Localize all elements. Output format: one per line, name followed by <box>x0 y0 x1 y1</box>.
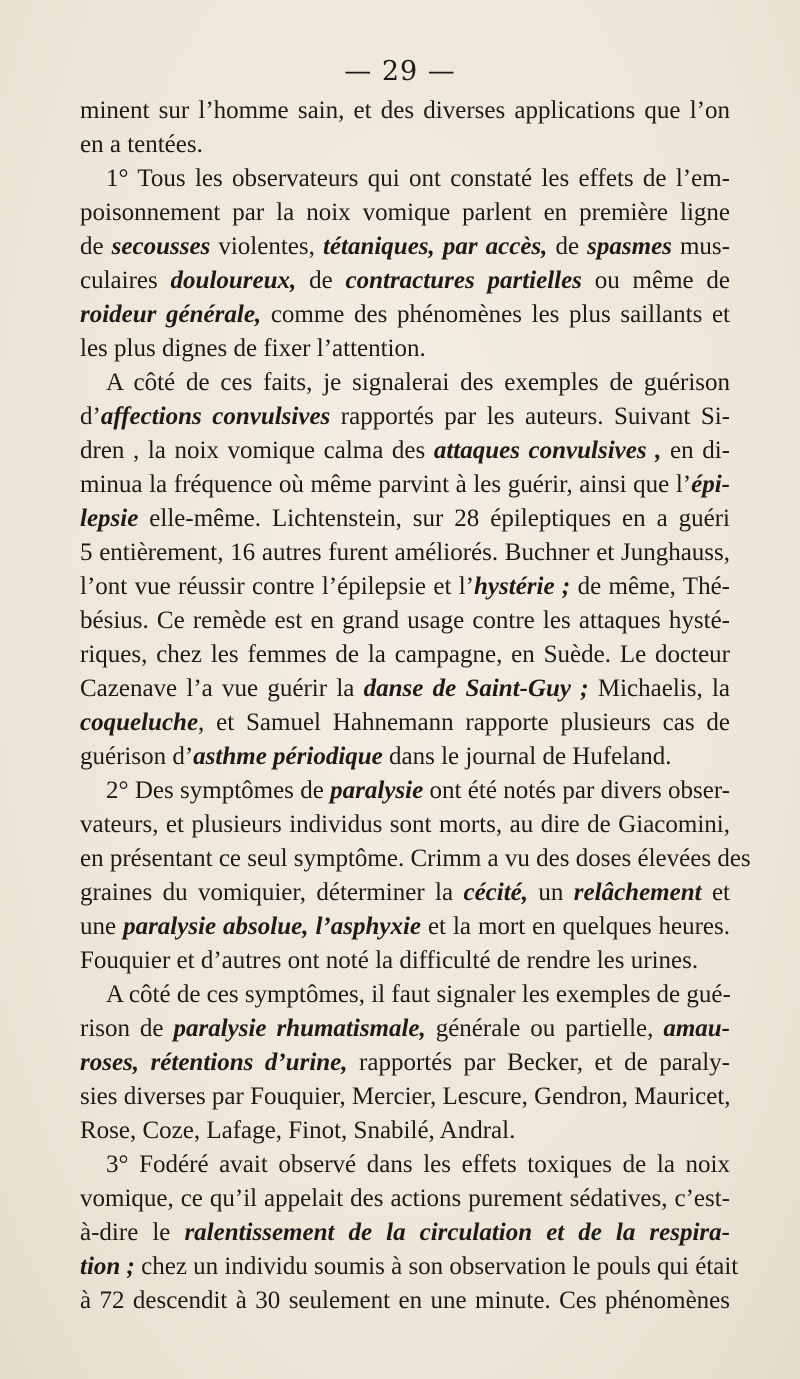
text-segment: A côté de ces faits, je signalerai des exemples de guérison <box>106 369 730 396</box>
italic-term: attaques convulsives , <box>433 437 662 464</box>
italic-term: ralentissement de la circulation et de la respira- <box>184 1219 730 1246</box>
text-segment: Rose, Coze, Lafage, Finot, Snabilé, Andral. <box>80 1117 516 1144</box>
text-line <box>80 1148 730 1182</box>
text-line <box>80 638 730 672</box>
text-segment: Cazenave l’a vue guérir la <box>80 675 364 702</box>
text-segment: culaires <box>80 267 171 294</box>
text-line <box>80 94 730 128</box>
text-segment: minent sur l’homme sain, et des diverses applications que l’on <box>80 97 730 124</box>
text-segment: en présentant ce seul symptôme. Crimm a vu des doses élevées des <box>80 845 751 872</box>
text-segment: rison de <box>80 1015 174 1042</box>
text-segment: de <box>296 267 346 294</box>
text-segment: vomique, ce qu’il appelait des actions purement sédatives, c’est- <box>80 1185 730 1212</box>
text-line <box>80 230 730 264</box>
body-text <box>80 94 751 1318</box>
text-segment: 5 entièrement, 16 autres furent améliorés. Buchner et Junghauss, <box>80 539 730 566</box>
text-segment: les plus dignes de fixer l’attention. <box>80 335 426 362</box>
text-segment: guérison d’ <box>80 743 194 770</box>
italic-term: affections convulsives <box>100 403 331 430</box>
text-line <box>80 1250 739 1284</box>
text-segment: d’ <box>80 403 101 430</box>
text-segment: minua la fréquence où même parvint à les guérir, ainsi que l’ <box>80 471 692 498</box>
text-segment: mus- <box>671 233 730 260</box>
text-line <box>80 944 730 978</box>
italic-term: tétaniques, par accès, <box>322 233 548 260</box>
text-line <box>80 774 730 808</box>
text-segment: en a tentées. <box>80 131 203 158</box>
text-line <box>80 910 730 944</box>
italic-term: cécité, <box>463 879 529 906</box>
text-segment: rapportés par Becker, et de paraly- <box>347 1049 731 1076</box>
text-line <box>80 706 730 740</box>
text-segment: de <box>547 233 588 260</box>
text-line <box>80 298 730 332</box>
italic-term: épi- <box>691 471 730 498</box>
text-line <box>80 978 730 1012</box>
text-segment: à 72 descendit à 30 seulement en une minute. Ces phénomènes <box>80 1287 730 1314</box>
text-line <box>80 502 730 536</box>
text-line <box>80 196 730 230</box>
text-segment: graines du vomiquier, déterminer la <box>80 879 464 906</box>
text-segment: générale ou partielle, <box>425 1015 664 1042</box>
text-segment: A côté de ces symptômes, il faut signaler les exemples de gué- <box>106 981 731 1008</box>
italic-term: lepsie <box>80 505 139 532</box>
italic-term: paralysie absolue, l’asphyxie <box>123 913 421 940</box>
italic-term: relâchement <box>573 879 702 906</box>
text-line <box>80 1284 730 1318</box>
text-line <box>80 876 730 910</box>
text-segment: sies diverses par Fouquier, Mercier, Lescure, Gendron, Mauricet, <box>80 1083 731 1110</box>
italic-term: danse de Saint-Guy ; <box>363 675 589 702</box>
text-line <box>80 400 730 434</box>
text-segment: violentes, <box>210 233 323 260</box>
text-line <box>80 332 730 366</box>
text-line <box>80 1216 730 1250</box>
text-segment: elle-même. Lichtenstein, sur 28 épileptiques en a guéri <box>138 505 730 532</box>
text-segment: riques, chez les femmes de la campagne, en Suède. Le docteur <box>80 641 730 668</box>
italic-term: amau- <box>663 1015 730 1042</box>
text-segment: dans le journal de Hufeland. <box>382 743 672 770</box>
text-line <box>80 1046 730 1080</box>
text-segment: 2° Des symptômes de <box>106 777 331 804</box>
text-line <box>80 468 730 502</box>
italic-term: asthme périodique <box>193 743 383 770</box>
italic-term: paralysie rhumatismale, <box>173 1015 426 1042</box>
text-line <box>80 366 730 400</box>
text-segment: bésius. Ce remède est en grand usage contre les attaques hysté- <box>80 607 730 634</box>
text-line <box>80 1182 730 1216</box>
italic-term: tion ; <box>80 1253 135 1280</box>
page-number: — 29 — <box>344 56 456 87</box>
text-segment: poisonnement par la noix vomique parlent en première ligne <box>80 199 730 226</box>
text-line <box>80 1012 730 1046</box>
text-line <box>80 604 730 638</box>
text-line <box>80 434 730 468</box>
text-segment: Michaelis, la <box>588 675 730 702</box>
text-line <box>80 672 730 706</box>
text-segment: Fouquier et d’autres ont noté la difficulté de rendre les urines. <box>80 947 699 974</box>
text-segment: ou même de <box>581 267 731 294</box>
text-line <box>80 1114 730 1148</box>
text-line <box>80 264 730 298</box>
text-segment: une <box>80 913 124 940</box>
text-segment: de <box>80 233 112 260</box>
text-line <box>80 570 730 604</box>
text-line <box>80 842 751 876</box>
italic-term: secousses <box>111 233 211 260</box>
text-line <box>80 1080 730 1114</box>
text-segment: dren , la noix vomique calma des <box>80 437 434 464</box>
text-segment: comme des phénomènes les plus saillants et <box>261 301 730 328</box>
italic-term: roideur générale, <box>80 301 262 328</box>
italic-term: roses, rétentions d’urine, <box>80 1049 348 1076</box>
italic-term: douloureux, <box>170 267 297 294</box>
text-segment: 3° Fodéré avait observé dans les effets toxiques de la noix <box>106 1151 730 1178</box>
text-segment: , et Samuel Hahnemann rapporte plusieurs cas de <box>198 709 730 736</box>
text-line <box>80 536 730 570</box>
text-line <box>80 808 730 842</box>
text-segment: l’ont vue réussir contre l’épilepsie et l’ <box>80 573 475 600</box>
text-line <box>80 740 730 774</box>
italic-term: coqueluche <box>80 709 199 736</box>
text-segment: un <box>528 879 574 906</box>
text-line <box>80 128 730 162</box>
italic-term: hystérie ; <box>474 573 571 600</box>
text-segment: et la mort en quelques heures. <box>421 913 731 940</box>
italic-term: spasmes <box>587 233 672 260</box>
italic-term: contractures partielles <box>345 267 582 294</box>
text-segment: chez un individu soumis à son observation le pouls qui était <box>134 1253 739 1280</box>
text-line <box>80 162 730 196</box>
text-segment: ont été notés par divers obser- <box>423 777 730 804</box>
text-segment: de même, Thé- <box>570 573 730 600</box>
text-segment: à-dire le <box>80 1219 185 1246</box>
text-segment: en di- <box>661 437 730 464</box>
text-segment: vateurs, et plusieurs individus sont morts, au dire de Giacomini, <box>80 811 730 838</box>
italic-term: paralysie <box>330 777 424 804</box>
text-segment: rapportés par les auteurs. Suivant Si- <box>330 403 731 430</box>
text-segment: 1° Tous les observateurs qui ont constaté les effets de l’em- <box>106 165 730 192</box>
text-segment: et <box>701 879 730 906</box>
